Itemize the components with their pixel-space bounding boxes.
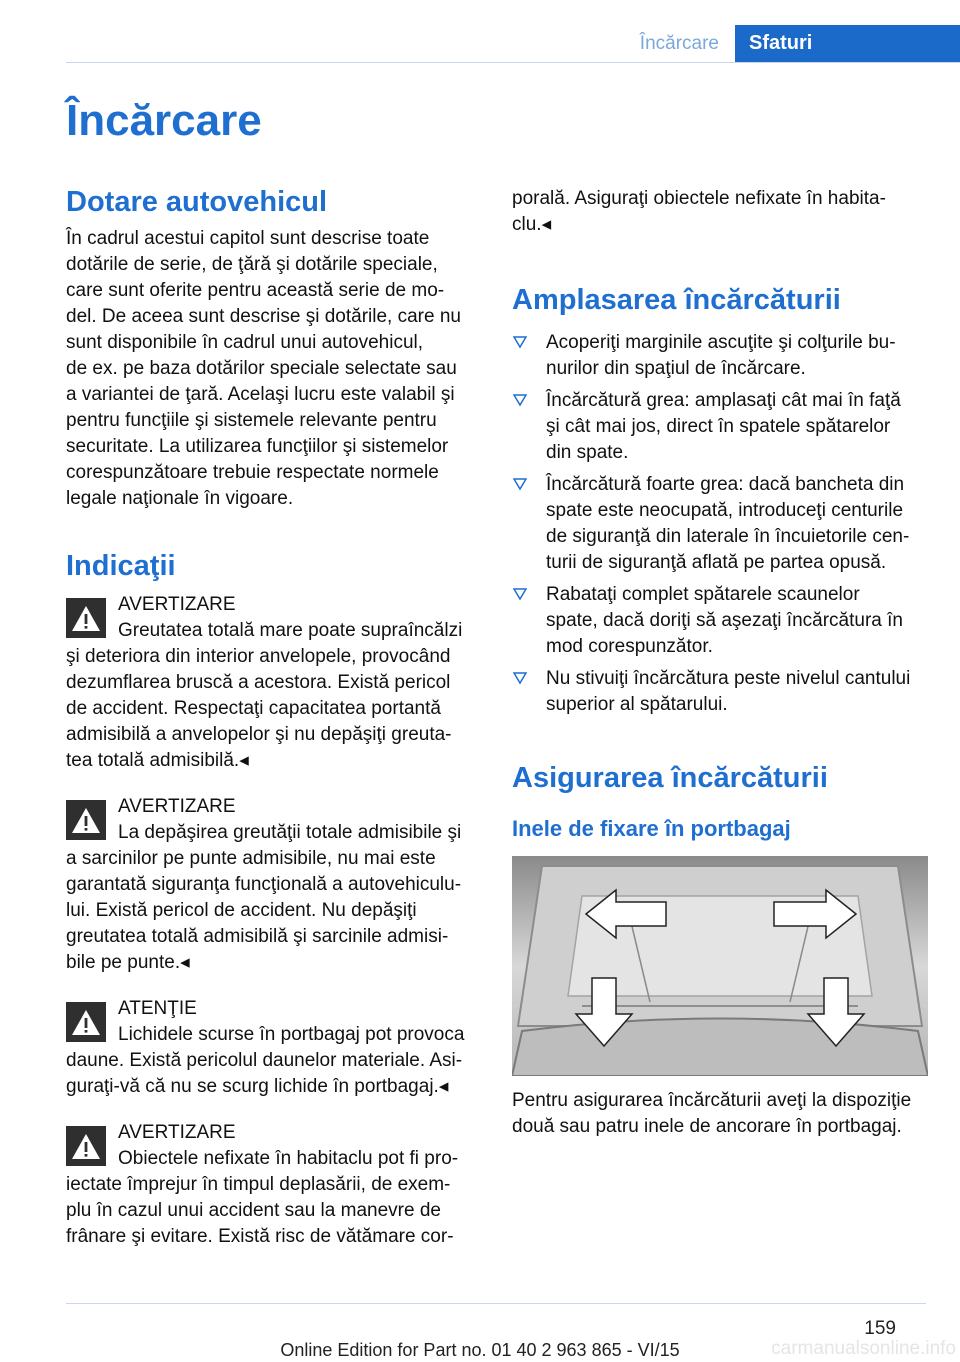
text-line: garantată siguranţa funcţională a autovehiculu‐ <box>66 874 462 895</box>
text-line: La depăşirea greutăţii totale admisibile şi <box>118 822 462 843</box>
text-line: de ex. pe baza dotărilor speciale selectate sau <box>66 358 457 379</box>
warning-icon <box>66 598 106 638</box>
text-line: clu.◂ <box>512 214 552 235</box>
text-line: de accident. Respectaţi capacitatea portantă <box>66 698 441 719</box>
triangle-bullet-icon <box>513 671 527 685</box>
list-item <box>512 666 930 718</box>
header-rule <box>66 62 960 63</box>
warning-block <box>66 592 484 644</box>
text-line: guraţi-vă că nu se scurg lichide în portbagaj.◂ <box>66 1076 449 1097</box>
section-heading-indicatii: Indicaţii <box>66 550 176 582</box>
text-line: spate este neocupată, introduceţi centurile <box>546 500 904 521</box>
text-line: a variantei de ţară. Acelaşi lucru este valabil şi <box>66 384 455 405</box>
text-line: Lichidele scurse în portbagaj pot provoca <box>118 1024 465 1045</box>
trunk-illustration <box>512 856 928 1076</box>
list-item <box>512 472 930 576</box>
left-column <box>66 182 484 1250</box>
footer-rule <box>66 1303 926 1304</box>
text-line: În cadrul acestui capitol sunt descrise toate <box>66 228 430 249</box>
text-line: Încărcătură grea: amplasaţi cât mai în faţă <box>546 390 901 411</box>
dotare-paragraph <box>66 226 484 512</box>
warning-icon <box>66 1002 106 1042</box>
header-tabs <box>624 25 960 62</box>
warning-text <box>118 794 484 846</box>
text-line: Rabataţi complet spătarele scaunelor <box>546 584 860 605</box>
text-line: lui. Există pericol de accident. Nu depăşiţi <box>66 900 417 921</box>
bullet-list <box>512 330 930 718</box>
text-line: admisibilă a anvelopelor şi nu depăşiţi greuta‐ <box>66 724 452 745</box>
text-line: Acoperiţi marginile ascuţite şi colţurile bu‐ <box>546 332 896 353</box>
list-item <box>512 582 930 660</box>
caption-paragraph <box>512 1088 930 1140</box>
text-line: două sau patru inele de ancorare în portbagaj. <box>512 1116 902 1137</box>
text-line: frânare şi evitare. Există risc de vătămare cor‐ <box>66 1226 454 1247</box>
warning-text <box>118 996 484 1048</box>
text-line: plu în cazul unui accident sau la manevre de <box>66 1200 441 1221</box>
section-tab[interactable]: Încărcare <box>624 25 735 62</box>
warning-block <box>66 794 484 846</box>
triangle-bullet-icon <box>513 477 527 491</box>
warning-label: AVERTIZARE <box>118 796 236 817</box>
subheading-inele: Inele de fixare în portbagaj <box>512 816 791 841</box>
warning-label: ATENŢIE <box>118 998 197 1019</box>
text-line: superior al spătarului. <box>546 694 728 715</box>
text-line: securitate. La utilizarea funcţiilor şi sistemelor <box>66 436 449 457</box>
text-line: Greutatea totală mare poate supraîncălzi <box>118 620 463 641</box>
text-line: şi deteriora din interior anvelopele, provocând <box>66 646 451 667</box>
text-line: Obiectele nefixate în habitaclu pot fi pro‐ <box>118 1148 459 1169</box>
warning-body <box>66 644 484 774</box>
text-line: legale naţionale în vigoare. <box>66 488 294 509</box>
page-number: 159 <box>864 1318 896 1339</box>
warning-label: AVERTIZARE <box>118 1122 236 1143</box>
text-line: dezumflarea bruscă a acestora. Există pericol <box>66 672 451 693</box>
list-item <box>512 330 930 382</box>
triangle-bullet-icon <box>513 335 527 349</box>
warning-icon <box>66 1126 106 1166</box>
text-line: pentru funcţiile şi sistemele relevante pentru <box>66 410 437 431</box>
list-item <box>512 388 930 466</box>
warning-text <box>118 592 484 644</box>
triangle-bullet-icon <box>513 587 527 601</box>
trunk-photo <box>512 856 930 1076</box>
section-heading-asigurarea: Asigurarea încărcăturii <box>512 762 828 794</box>
text-line: nurilor din spaţiul de încărcare. <box>546 358 806 379</box>
warning-body <box>66 1172 484 1250</box>
triangle-bullet-icon <box>513 393 527 407</box>
text-line: Încărcătură foarte grea: dacă bancheta din <box>546 474 905 495</box>
text-line: dotările de serie, de ţără şi dotările speciale, <box>66 254 438 275</box>
warning-block <box>66 996 484 1048</box>
right-column <box>512 186 930 1140</box>
text-line: tea totală admisibilă.◂ <box>66 750 249 771</box>
warning-icon <box>66 800 106 840</box>
text-line: Pentru asigurarea încărcăturii aveţi la dispoziţie <box>512 1090 912 1111</box>
warning-text <box>118 1120 484 1172</box>
text-line: greutatea totală admisibilă şi sarcinile admisi‐ <box>66 926 449 947</box>
active-tab[interactable]: Sfaturi <box>735 25 960 62</box>
text-line: de siguranţă din laterale în încuietorile cen‐ <box>546 526 910 547</box>
text-line: bile pe punte.◂ <box>66 952 190 973</box>
text-line: iectate împrejur în timpul deplasării, de exem‐ <box>66 1174 451 1195</box>
text-line: şi cât mai jos, direct în spatele spătarelor <box>546 416 891 437</box>
watermark: carmanualsonline.info <box>771 1338 956 1359</box>
text-line: care sunt oferite pentru această serie de mo‐ <box>66 280 445 301</box>
text-line: turii de siguranţă aflată pe partea opusă. <box>546 552 887 573</box>
section-heading-amplasarea: Amplasarea încărcăturii <box>512 284 841 316</box>
text-line: Nu stivuiţi încărcătura peste nivelul cantului <box>546 668 911 689</box>
text-line: mod corespunzător. <box>546 636 713 657</box>
text-line: daune. Există pericolul daunelor materiale. Asi‐ <box>66 1050 463 1071</box>
warning-body <box>66 1048 484 1100</box>
page-title: Încărcare <box>66 96 262 145</box>
text-line: a sarcinilor pe punte admisibile, nu mai este <box>66 848 436 869</box>
text-line: din spate. <box>546 442 629 463</box>
warning-label: AVERTIZARE <box>118 594 236 615</box>
text-line: spate, dacă doriţi să aşezaţi încărcătura în <box>546 610 903 631</box>
continuation-paragraph <box>512 186 930 238</box>
text-line: porală. Asiguraţi obiectele nefixate în habita‐ <box>512 188 886 209</box>
edition-text: Online Edition for Part no. 01 40 2 963 865 - VI/15 <box>280 1340 680 1360</box>
text-line: del. De aceea sunt descrise şi dotările, care nu <box>66 306 461 327</box>
text-line: sunt disponibile în cadrul unui autovehicul, <box>66 332 424 353</box>
section-heading-dotare: Dotare autovehicul <box>66 186 328 218</box>
warning-body <box>66 846 484 976</box>
warning-block <box>66 1120 484 1172</box>
text-line: corespunzătoare trebuie respectate normele <box>66 462 439 483</box>
